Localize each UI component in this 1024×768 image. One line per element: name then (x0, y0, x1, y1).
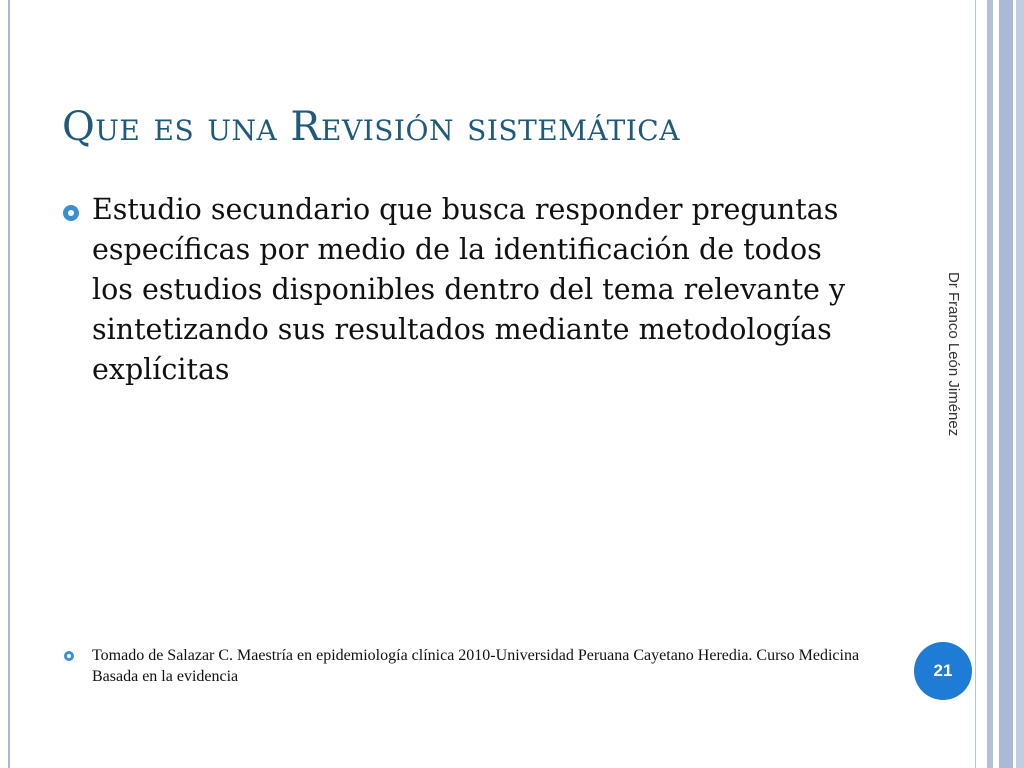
right-border-line (975, 0, 976, 768)
page-number-badge: 21 (914, 642, 972, 700)
circle-bullet-icon (64, 651, 74, 661)
bullet-text: Estudio secundario que busca responder preguntas específicas por medio de la identificación de todos los estudios disponibles dentro del tema relevante y sintetizando sus resultados mediante metodologías explícitas (92, 193, 846, 386)
author-label: Dr Franco León Jiménez (945, 272, 962, 437)
left-border-line (8, 0, 10, 768)
circle-bullet-icon (63, 205, 79, 221)
reference-text: Tomado de Salazar C. Maestría en epidemiología clínica 2010-Universidad Peruana Cayetano Heredia. Curso Medicina Basada en la evidencia (92, 647, 860, 685)
right-border-line (987, 0, 993, 768)
right-border-line (999, 0, 1013, 768)
right-border-line (1016, 0, 1024, 768)
slide-title: Que es una Revisión sistemática (62, 104, 680, 150)
